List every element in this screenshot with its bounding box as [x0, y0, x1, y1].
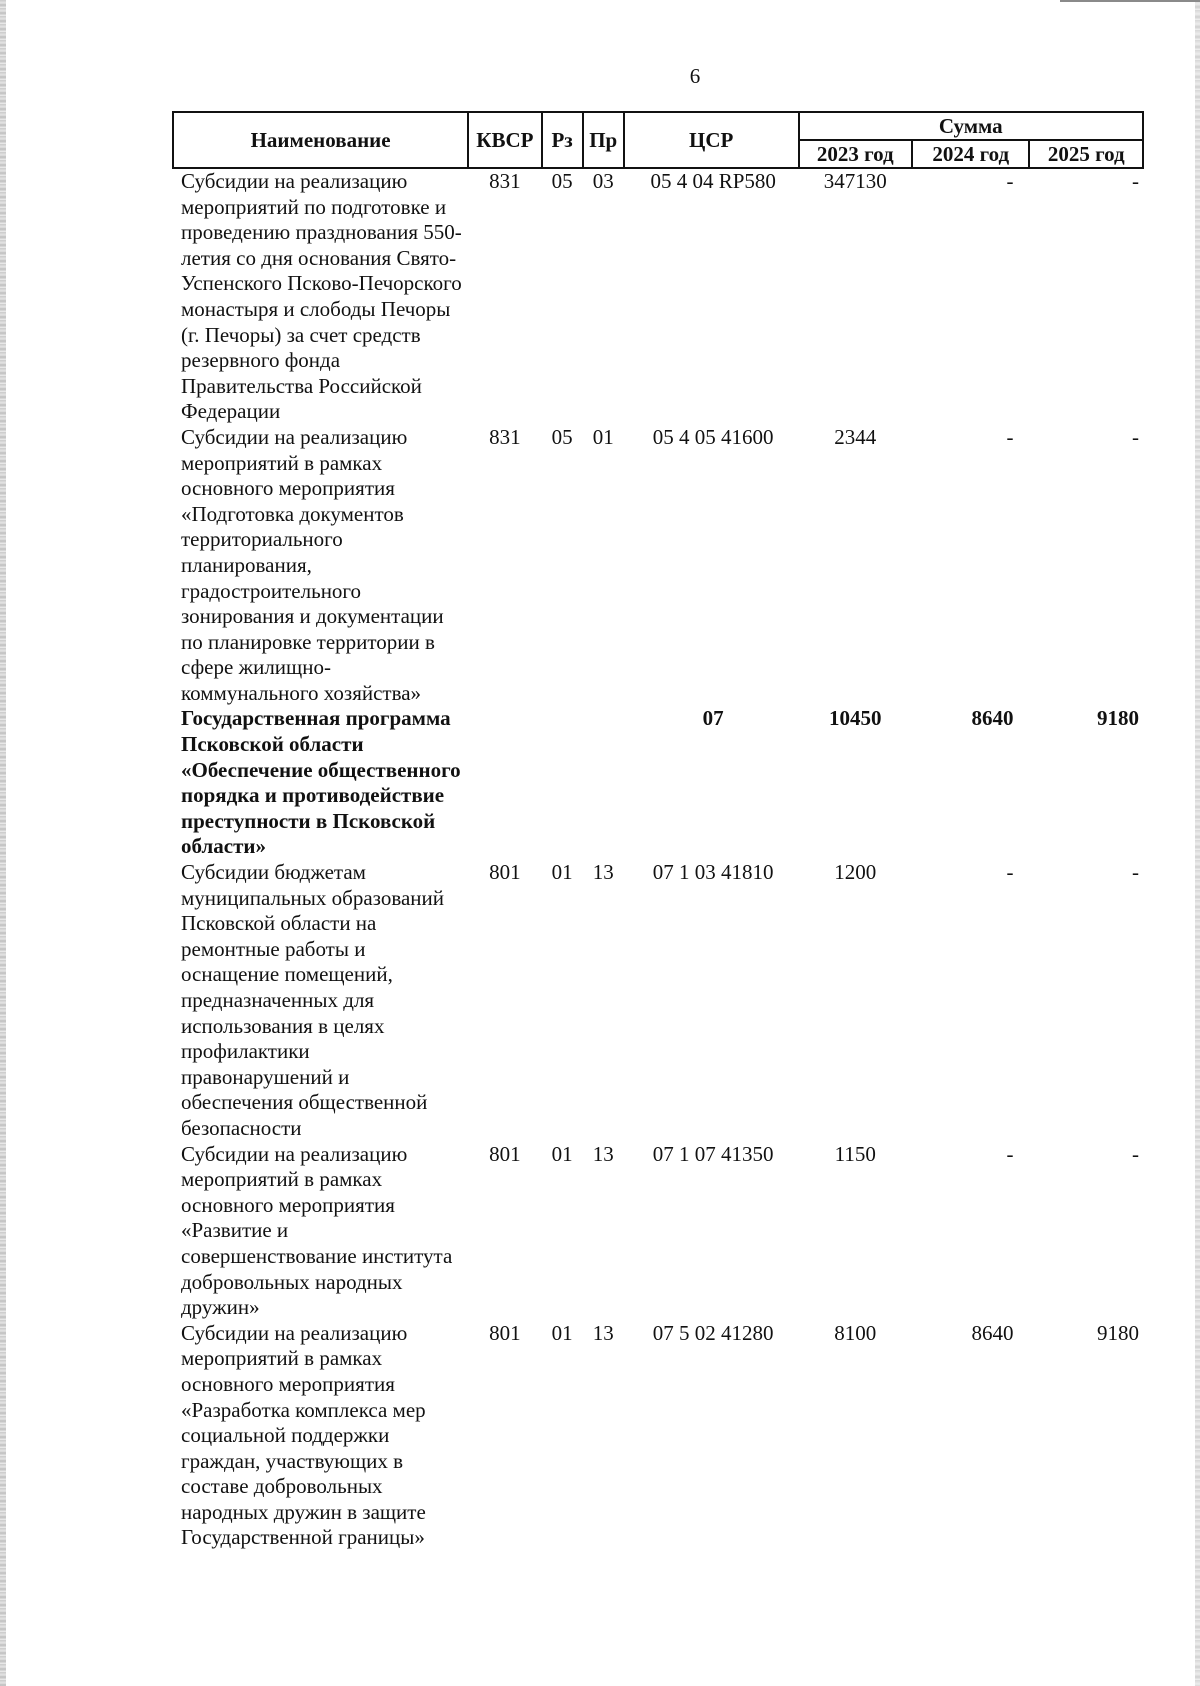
scan-edge-top	[1060, 0, 1200, 2]
cell-2025: 9180	[1097, 706, 1139, 731]
cell-rz: 01	[551, 1141, 573, 1166]
table-row	[173, 1321, 1143, 1551]
budget-table	[172, 111, 1144, 1551]
cell-2025: 9180	[1097, 1320, 1139, 1345]
cell-rz: 01	[551, 1320, 573, 1345]
cell-2024: -	[1006, 1141, 1014, 1166]
header-name: Наименование	[173, 112, 468, 168]
cell-2025: -	[1132, 169, 1139, 193]
cell-csr: 07 5 02 41280	[652, 1320, 774, 1345]
cell-2025: -	[1132, 1141, 1139, 1166]
table-row	[173, 860, 1143, 1142]
cell-csr: 05 4 04 RP580	[650, 169, 776, 193]
header-year-2023: 2023 год	[799, 140, 912, 168]
cell-name: Субсидии на реализацию мероприятий по подготовке и проведению празднования 550-летия со дня основания Свято-Успенского Псково-Печорского монастыря и слободы Печоры (г. Печоры) за счет средств резервного фонда Правительства Российской Федерации	[181, 169, 462, 424]
cell-2023: 8100	[834, 1320, 877, 1345]
header-year-2025: 2025 год	[1029, 140, 1143, 168]
cell-2025: -	[1132, 860, 1139, 885]
cell-2024: -	[1006, 169, 1014, 193]
cell-2023: 10450	[828, 706, 882, 731]
cell-pr: 03	[592, 169, 614, 193]
scan-edge-right	[1195, 0, 1200, 1686]
cell-csr: 07 1 03 41810	[652, 860, 774, 885]
cell-kvsr: 831	[489, 169, 521, 193]
cell-rz: 05	[551, 424, 573, 449]
scan-edge-left	[0, 0, 6, 1686]
table-header	[173, 112, 1143, 168]
header-kvsr: КВСР	[468, 112, 541, 168]
cell-pr	[583, 706, 624, 860]
cell-kvsr	[468, 706, 541, 860]
cell-name: Субсидии бюджетам муниципальных образований Псковской области на ремонтные работы и оснащение помещений, предназначенных для использования в целях профилактики правонарушений и обеспечения общественной безопасности	[181, 860, 444, 1140]
cell-csr: 07	[702, 706, 724, 731]
header-csr: ЦСР	[624, 112, 799, 168]
page-number: 6	[689, 64, 701, 88]
cell-rz: 05	[551, 169, 573, 193]
cell-2023: 1200	[834, 860, 877, 885]
cell-csr: 07 1 07 41350	[652, 1141, 774, 1166]
cell-2023: 347130	[823, 169, 887, 193]
cell-csr: 05 4 05 41600	[652, 424, 774, 449]
table-row	[173, 706, 1143, 860]
cell-kvsr: 801	[489, 1320, 521, 1345]
cell-2024: -	[1006, 860, 1014, 885]
cell-pr: 01	[592, 424, 614, 449]
cell-kvsr: 831	[489, 424, 521, 449]
cell-name: Государственная программа Псковской области «Обеспечение общественного порядка и противодействие преступности в Псковской области»	[181, 706, 461, 859]
cell-2025: -	[1132, 424, 1139, 449]
table-row	[173, 1142, 1143, 1321]
cell-rz: 01	[551, 860, 573, 885]
header-pr: Пр	[583, 112, 624, 168]
cell-kvsr: 801	[489, 1141, 521, 1166]
cell-2024: 8640	[971, 706, 1014, 731]
cell-pr: 13	[592, 860, 614, 885]
cell-pr: 13	[592, 1320, 614, 1345]
cell-rz	[542, 706, 583, 860]
cell-name: Субсидии на реализацию мероприятий в рамках основного мероприятия «Развитие и совершенствование института добровольных народных дружин»	[181, 1141, 453, 1320]
cell-pr: 13	[592, 1141, 614, 1166]
table-row	[173, 168, 1143, 425]
header-sum: Сумма	[799, 112, 1143, 140]
cell-2023: 1150	[834, 1141, 876, 1166]
table-body	[173, 168, 1143, 1551]
cell-2024: 8640	[971, 1320, 1014, 1345]
cell-2023: 2344	[834, 424, 877, 449]
cell-2024: -	[1006, 424, 1014, 449]
header-year-2024: 2024 год	[912, 140, 1029, 168]
cell-kvsr: 801	[489, 860, 521, 885]
table-row	[173, 425, 1143, 707]
cell-name: Субсидии на реализацию мероприятий в рамках основного мероприятия «Разработка комплекса мер социальной поддержки граждан, участвующих в составе добровольных народных дружин в защите Государственной границы»	[181, 1320, 426, 1550]
cell-name: Субсидии на реализацию мероприятий в рамках основного мероприятия «Подготовка документов территориального планирования, градостроительного зонирования и документации по планировке территории в сфере жилищно-коммунального хозяйства»	[181, 424, 444, 705]
header-rz: Рз	[542, 112, 583, 168]
